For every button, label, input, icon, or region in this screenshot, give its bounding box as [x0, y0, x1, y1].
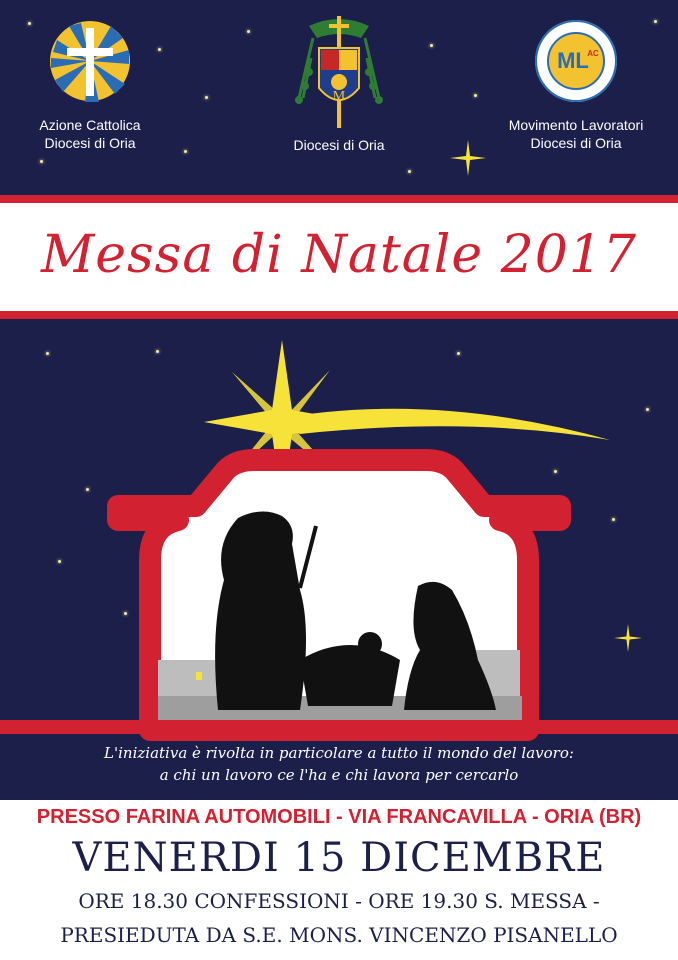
star-icon: [205, 96, 208, 99]
subtitle-line-1: L'iniziativa è rivolta in particolare a tutto il mondo del lavoro:: [104, 744, 574, 762]
mlac-badge-small-letters: AC: [587, 49, 599, 58]
svg-text:M: M: [332, 89, 346, 104]
banner-top-stripe: [0, 195, 678, 203]
mlac-badge-letters: ML: [557, 48, 589, 73]
subtitle: [0, 742, 678, 786]
title-banner: [0, 195, 678, 319]
star-icon: [408, 170, 411, 173]
star-icon: [40, 160, 43, 163]
logo-label: Diocesi di Oria: [44, 135, 136, 151]
logo-azione-cattolica: [0, 18, 190, 152]
nativity-scene: [0, 330, 678, 750]
logo-label: Azione Cattolica: [39, 117, 141, 133]
event-date: VENERDI 15 DICEMBRE: [72, 835, 606, 881]
event-location: PRESSO FARINA AUTOMOBILI - VIA FRANCAVILLA - ORIA (BR): [36, 806, 642, 828]
bishop-coat-of-arms-icon: [291, 8, 387, 128]
cross-sunburst-icon: [47, 18, 133, 104]
event-times: ORE 18.30 CONFESSIONI - ORE 19.30 S. MESSA -: [78, 889, 600, 913]
logo-label: Diocesi di Oria: [293, 137, 385, 153]
event-presider: PRESIEDUTA DA S.E. MONS. VINCENZO PISANELLO: [60, 923, 618, 947]
logo-mlac: [476, 18, 676, 152]
subtitle-line-2: a chi un lavoro ce l'ha e chi lavora per cercarlo: [159, 766, 519, 784]
logo-label: Movimento Lavoratori: [508, 117, 644, 133]
event-details: [0, 800, 678, 960]
logo-label: Diocesi di Oria: [530, 135, 622, 151]
banner-bottom-stripe: [0, 311, 678, 319]
logo-diocesi-oria: [239, 8, 439, 154]
page-title: Messa di Natale 2017: [40, 225, 638, 285]
mlac-badge-icon: [533, 18, 619, 104]
